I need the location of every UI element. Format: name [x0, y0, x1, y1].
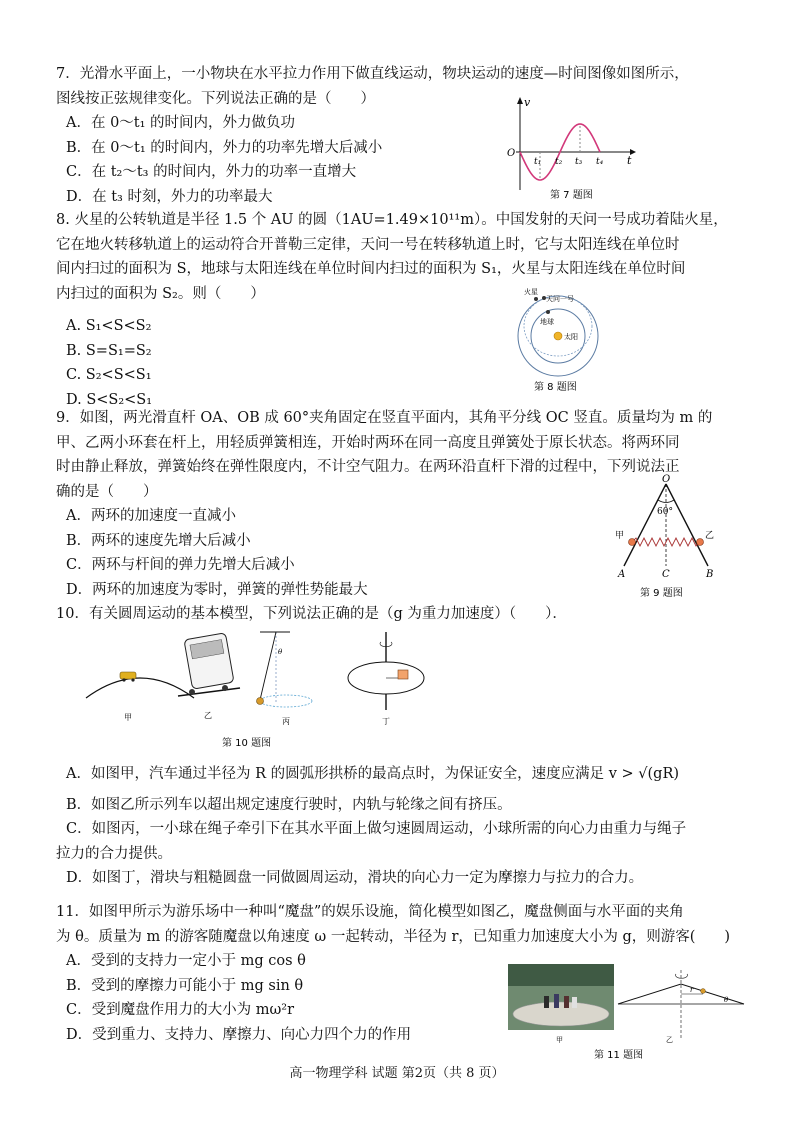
label-bing: 丙 [282, 717, 290, 726]
label-jia: 甲 [556, 1036, 563, 1044]
q9-stem: 时由静止释放，弹簧始终在弹性限度内，不计空气阻力。在两环沿直杆下滑的过程中，下列说法正 [56, 459, 680, 475]
q9-option-a: A．两环的加速度一直减小 [66, 508, 236, 524]
q8-caption: 第 8 题图 [534, 382, 577, 393]
q9-option-c: C．两环与杆间的弹力先增大后减小 [66, 557, 295, 573]
ring-right [697, 539, 704, 546]
q11-option-a: A．受到的支持力一定小于 mg cos θ [66, 953, 306, 969]
theta-label: θ [278, 648, 283, 656]
origin-label: O [507, 148, 516, 159]
q10-option-c-cont: 拉力的合力提供。 [56, 845, 172, 862]
label-a: A [618, 569, 626, 580]
block-icon [398, 670, 408, 679]
label-b: B [706, 569, 714, 580]
q10-circular-motion-models [80, 628, 440, 750]
tick-t2: t₂ [555, 157, 563, 167]
q11-caption: 第 11 题图 [594, 1050, 644, 1061]
earth-label: 地球 [540, 318, 554, 326]
q7-caption: 第 7 题图 [550, 190, 593, 201]
train-icon [184, 633, 234, 690]
question-10 [56, 602, 746, 627]
v-axis-label: v [524, 96, 531, 109]
q11-option-b: B．受到的摩擦力可能小于 mg sin θ [66, 977, 304, 994]
q7-option-c: C．在 t₂～t₃ 的时间内，外力的功率一直增大 [66, 164, 357, 180]
q9-rods-spring-diagram [610, 474, 722, 602]
pendulum-string [260, 632, 276, 700]
q7-option-b: B．在 0～t₁ 的时间内，外力的功率先增大后减小 [66, 139, 383, 156]
q11-stem: 11．如图甲所示为游乐场中一种叫“魔盘”的娱乐设施，简化模型如图乙，魔盘侧面与水平面的夹角 [56, 904, 684, 920]
q8-stem: 8. 火星的公转轨道是半径 1.5 个 AU 的圆（1AU=1.49×10¹¹m）。中国发射的天问一号成功着陆火星， [56, 212, 728, 228]
question-10-options [56, 762, 746, 891]
q9-stem: 确的是（ ） [56, 483, 158, 500]
q8-option-c: C. S₂<S<S₁ [66, 367, 152, 383]
q9-option-b: B．两环的速度先增大后减小 [66, 532, 251, 549]
label-o: O [662, 474, 671, 485]
q11-stem: 为 θ。质量为 m 的游客随魔盘以角速度 ω 一起转动，半径为 r，已知重力加速度大小为 g，则游客( ) [56, 928, 731, 945]
theta-label: θ [724, 996, 729, 1004]
q7-option-a: A．在 0～t₁ 的时间内，外力做负功 [66, 115, 296, 131]
q9-stem: 甲、乙两小环套在杆上，用轻质弹簧相连，开始时两环在同一高度且弹簧处于原长状态。将两环同 [56, 434, 680, 451]
q7-velocity-time-graph [500, 92, 640, 204]
tick-t1: t₁ [534, 157, 542, 167]
label-ring-jia: 甲 [615, 531, 625, 541]
q8-orbit-diagram [508, 286, 608, 398]
q9-stem: 9．如图，两光滑直杆 OA、OB 成 60°夹角固定在竖直平面内，其角平分线 OC 竖直。质量均为 m 的 [56, 410, 713, 426]
earth-icon [546, 310, 550, 314]
q8-option-d: D. S<S₂<S₁ [66, 391, 153, 408]
label-ring-yi: 乙 [705, 531, 715, 541]
mars-icon [534, 297, 538, 301]
q8-stem: 内扫过的面积为 S₂。则（ ） [56, 285, 265, 302]
tick-t4: t₄ [596, 157, 604, 167]
mars-label: 火星 [524, 288, 538, 296]
question-7 [56, 62, 746, 209]
probe-label: 天问一号 [546, 295, 574, 303]
page-footer: 高一物理学科 试题 第2页（共 8 页） [289, 1066, 505, 1081]
q10-caption: 第 10 题图 [222, 738, 272, 749]
q7-option-d: D．在 t₃ 时刻，外力的功率最大 [66, 188, 273, 205]
rotation-arrow-icon [676, 974, 688, 978]
arch-bridge [86, 678, 194, 698]
q10-option-d: D．如图丁，滑块与粗糙圆盘一同做圆周运动，滑块的向心力一定为摩擦力与拉力的合力。 [66, 870, 644, 886]
q9-caption: 第 9 题图 [640, 588, 683, 599]
tick-t3: t₃ [575, 157, 583, 167]
q10-option-a: A．如图甲，汽车通过半径为 R 的圆弧形拱桥的最高点时，为保证安全，速度应满足 v > √(gR) [66, 766, 680, 782]
q10-option-b: B．如图乙所示列车以超出规定速度行驶时，内轨与轮缘之间有挤压。 [66, 796, 512, 813]
q8-stem: 它在地火转移轨道上的运动符合开普勒三定律，天问一号在转移轨道上时，它与太阳连线在单位时 [56, 236, 680, 253]
label-ding: 丁 [382, 717, 390, 726]
ring-left [629, 539, 636, 546]
label-60-degrees: 60° [657, 507, 673, 517]
t-axis-label: t [627, 154, 632, 167]
rod-ob [666, 484, 708, 566]
q9-option-d: D．两环的加速度为零时，弹簧的弹性势能最大 [66, 581, 368, 598]
label-jia: 甲 [124, 713, 132, 722]
q8-option-b: B. S=S₁=S₂ [66, 342, 152, 359]
q11-option-d: D．受到重力、支持力、摩擦力、向心力四个力的作用 [66, 1026, 412, 1043]
question-8 [56, 208, 746, 412]
q8-option-a: A. S₁<S<S₂ [66, 318, 152, 334]
r-label: r [690, 986, 694, 994]
q10-option-c: C．如图丙，一小球在绳子牵引下在其水平面上做匀速圆周运动，小球所需的向心力由重力与绳子 [66, 821, 687, 837]
banked-rail [178, 688, 240, 696]
q7-stem: 7．光滑水平面上，一小物块在水平拉力作用下做直线运动，物块运动的速度—时间图像如图所示， [56, 66, 689, 82]
label-yi: 乙 [204, 711, 212, 720]
label-c: C [662, 569, 670, 580]
sun-icon [554, 332, 562, 340]
ball-icon [257, 698, 264, 705]
q10-stem: 10．有关圆周运动的基本模型，下列说法正确的是（g 为重力加速度）（ ）． [56, 606, 567, 622]
horizontal-circle [260, 695, 312, 707]
q8-stem: 间内扫过的面积为 S，地球与太阳连线在单位时间内扫过的面积为 S₁，火星与太阳连线在单位时间 [56, 261, 686, 277]
transfer-orbit [524, 296, 592, 356]
q11-option-c: C．受到魔盘作用力的大小为 mω²r [66, 1002, 295, 1018]
rod-oa [624, 484, 666, 566]
q7-stem: 图线按正弦规律变化。下列说法正确的是（ ） [56, 90, 375, 107]
label-yi: 乙 [666, 1036, 673, 1044]
q11-magic-disk-figures [506, 962, 746, 1062]
sun-label: 太阳 [564, 333, 578, 341]
car-icon [120, 672, 136, 679]
visitor-icon [701, 989, 706, 994]
